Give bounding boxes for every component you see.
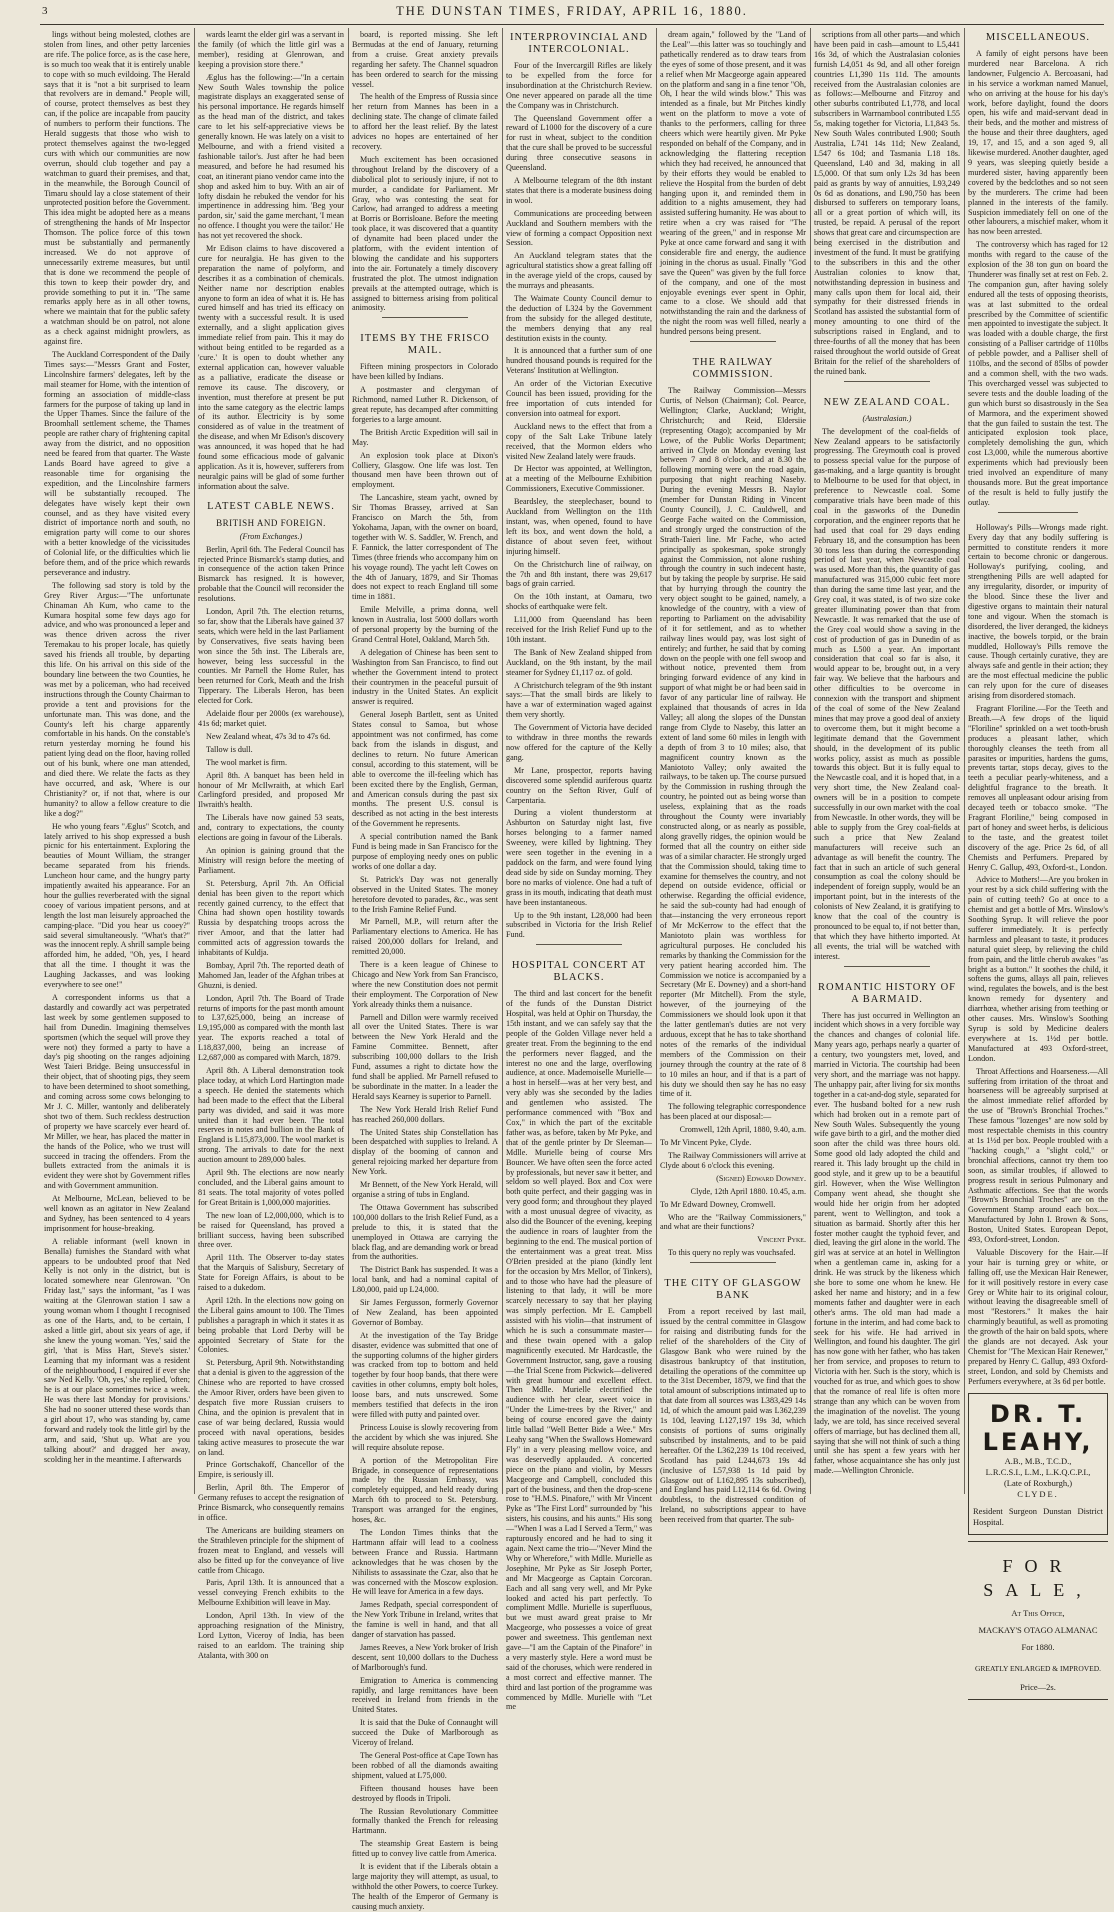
interprovincial-items: [506, 61, 652, 940]
paragraph: London, April 7th. The Board of Trade returns of imports for the past month amount to L37,625,000, being an increase of L9,195,000 as compared with the month last year. The exports reached a total of L18,837,000, being an increase of L2,687,000 as compared with March, 1879.: [198, 993, 345, 1063]
paragraph: The District Bank has suspended. It was a local bank, and had a nominal capital of L80,000, paid up L24,000.: [352, 1265, 498, 1295]
column-1: [44, 30, 190, 1492]
glasgow-bank-heading: THE CITY OF GLASGOW BANK: [664, 1278, 802, 1302]
paragraph: The Auckland Correspondent of the Daily Times says:—"Messrs Grant and Foster, Lincolnshire farmers' delegates, left by the mail steamer for Home, with the intention of forming an association of middle-class farmers for the purpose of taking up land in the Upper Thames. Since the failure of the Broomhall settlement scheme, the Thames people are rather chary of frightening capital away from the district, and no opposition need be feared from that quarter. The Waste Lands Board have agreed to give a reasonable time for organising the expedition, and the Lincolnshire farmers will be substantially recouped. The delegates have wisely kept their own counsel, and as they have visited every district of importance north and south, no emigration party will come to our shores with a better knowledge of the vicissitudes of Colonial life, or the difficulties which lie before them, and of the price which rewards perseverance and industry.: [44, 350, 190, 577]
telegram-note: To this query no reply was vouchsafed.: [668, 1248, 796, 1258]
paragraph: A special contribution named the Bank Fund is being made in San Francisco for the purpose of employing needy ones on public works of one dollar a day.: [352, 832, 498, 871]
leahy-formerly: (Late of Roxburgh,): [1003, 1477, 1073, 1488]
for-sale-item: MACKAY'S OTAGO ALMANAC: [978, 1624, 1098, 1635]
hospital-concert-text: [506, 989, 652, 1712]
paragraph: The Government of Victoria have decided to withdraw in three months the rewards now offered for the capture of the Kelly gang.: [506, 723, 652, 762]
paragraph: Holloway's Pills—Wrongs made right. Every day that any bodily suffering is permitted to constitute renders it more certain to become chronic or dangerous. Holloway's purifying, cooling, and strengthening Pills are well adapted for any irregularity, disorder, or impurity of the blood. Since these the liver and digestive organs to maintain their natural tone and vigour. When the stomach is disordered, the liver deranged, the kidneys inactive, the bowels torpid, or the brain muddled, Holloway's Pills remove the cause. Though certainly curative, they are always safe and gentle in their action; they are the most effectual medicine the public can rely upon for the cure of diseases arising from disordered stomach.: [968, 522, 1108, 701]
paragraph: Mr Edison claims to have discovered a cure for neuralgia. He has given to the preparation the name of polyform, and describes it as a combination of chemicals. Neither name nor description enables anyone to form an idea of what it is. He has cured himself and has tried its efficacy on twenty with a successful result. It is used externally, and a slight application gives immediate relief from pain. This it may do without being entitled to be regarded as a 'cure.' It is open to doubt whether any external application can, however valuable as a palliative, eradicate the disease or remove its cause. The discovery, or invention, must therefore at present be put into the same category as the electric lamps of its author. Electricity is by some considered as of value in the treatment of the disease, and when Mr Edison's discovery was announced, it was hoped that he had found some efficacious mode of galvanic application. As it is, however, sufferers from neuralgic pains will be glad of some further information about the salve.: [198, 244, 344, 491]
paragraph: Adelaide flour per 2000s (ex warehouse), 41s 6d; market quiet.: [198, 709, 344, 728]
interprovincial-heading: INTERPROVINCIAL AND INTERCOLONIAL.: [510, 32, 648, 55]
hospital-concert-heading: HOSPITAL CONCERT AT BLACKS.: [511, 960, 647, 984]
telegram-1-dateline: Cromwell, 12th April, 1880, 9.40, a.m.: [679, 1125, 806, 1135]
paragraph: General Joseph Bartlett, sent as United States consul to Samoa, but whose appointment was not confirmed, has come back from the islands in disgust, and declines to return. No future American consul, according to this statement, will be able to overcome the ill-feeling which has been excited there by the English, German, and American consuls during the past six months. The present U.S. consul is described as not acting in the best interests of the Government he represents.: [352, 710, 498, 829]
leahy-qualifications-2: L.R.C.S.I., L.M., L.K.Q.C.P.I.,: [985, 1466, 1091, 1477]
nz-coal-source: (Australasian.): [862, 413, 912, 423]
paragraph: London, April 13th. In view of the approaching resignation of the Ministry, Lord Lytton, Viceroy of India, has been raised to an earldom. The training ship Atalanta, with 300 on: [198, 1611, 344, 1660]
paragraph: April 12th. In the elections now going on the Liberal gains amount to 100. The Times publishes a paragraph in which it states it as being probable that Lord Derby will be appointed Secretary of State for the Colonies.: [198, 1295, 344, 1355]
paragraph: The Russian Revolutionary Committee formally thanked the French for releasing Hartmann.: [352, 1806, 498, 1836]
paragraph: The third and last concert for the benefit of the funds of the Dunstan District Hospital, was held at Ophir on Thursday, the 15th instant, and we can safely say that the people of the Golden Village never held a greater treat. From the beginning to the end the performers never flagged, and the interest no one and the large, overflowing audience, at once. Mademoiselle Murielle—a host in herself—was at her very best, and very ably was she seconded by the ladies and gentlemen who assisted. The performance commenced with "Box and Cox," in which the part of the excitable father was, as before, taken by Mr Pyke, and that of the gentle printer by Dr Sleeman—Mdlle. Murielle being of course Mrs Bouncer. We have often seen the force acted by professionals, but never saw it better, and seldom so well played. Box and Cox were both quite perfect, and their gagging was in very good form; and throughout they played with a most unusual degree of vivacity, as also did the Bouncer of the evening, keeping the audience in roars of laughter from the beginning to the end. The musical portion of the entertainment was a great treat. Miss O'Brien presided at the piano (kindly lent for the occasion by Mrs Mellor, of Tinkers), and to those who have had the pleasure of listening to that lady, it will be more scarcely necessary to say that her playing was simply perfection. Mr E. Campbell assisted with his violin—that instrument of which he is such a consummate master—and these twain opened with a galop magnificently executed. Mr Hardcastle, the Government Instructor, sang, gave a rousing—the Trial Scene from Pickwick—delivered with great humour and excellent effect. Then Mdlle. Murielle electrified the audience with her clear, sweet voice in "Under the Lime-trees by the River," and being of course encored gave the dainty little ballad "Well Better Bide a Wee." Mrs Leahy sang "When the Swallows Homeward Fly" in a very pleasing mellow voice, and was deservedly applauded. A concerted piece on the piano and violin, by Messrs Macgeorge and Campbell, concluded this part of the business, and then the drop-scene rose to "H.M.S. Pinafore," with Mr Vincent Pyke as "The First Lord" surrounded by "his sisters, his cousins, and his aunts." His song—"When I was a Lad I Served a Term," was rapturously encored and he had to sing it again. Next came the trio—"Never Mind the Why or Wherefore," with Mdlle. Murielle as Josephine, Mr Pyke as Sir Joseph Porter, and Mr Macgeorge as Captain Corcoran. Each and all sang very well, and Mr Pyke looked and acted his part perfectly. To compliment Mdlle. Murielle is superfluous, but we must award great praise to Mr Macgeorge, who possesses a voice of great power and sweetness. This gentleman next gave—"I am the Captain of the Pinafore" in a very masterly style. Here a word must be said of the choruses, which were rendered in a most correct and effective manner. The third and last portion of the programme was commenced by Mdlle. Murielle with "Let me: [506, 989, 652, 1712]
paragraph: Berlin, April 6th. The Federal Council has rejected Prince Bismarck's stamp duties, and in consequence of the action taken Prince Bismarck has resigned. It is however, probable that the Council will reconsider the resolutions.: [198, 544, 344, 604]
paragraph: On the 10th instant, at Oamaru, two shocks of earthquake were felt.: [506, 592, 652, 612]
paragraph: Beardsley, the steeplechaser, bound to Auckland from Wellington on the 11th instant, was, when opened, found to have left its box, and went down the hold, a distance of about seven feet, without injuring himself.: [506, 497, 652, 556]
col5-paras: [660, 30, 806, 337]
paragraph: Bombay, April 7th. The reported death of Mahomed Jan, leader of the Afghan tribes at Ghuzni, is denied.: [198, 960, 344, 990]
paragraph: Up to the 9th instant, L28,000 had been subscribed in Victoria for the Irish Relief Fund.: [506, 910, 652, 940]
column-rule: [348, 28, 349, 1494]
nz-coal-text: [814, 427, 960, 962]
cable-source: (From Exchanges.): [239, 531, 303, 541]
paragraph: Prince Gortschakoff, Chancellor of the Empire, is seriously ill.: [198, 1460, 344, 1480]
masthead: [40, 0, 1104, 25]
column-rule: [964, 28, 965, 1494]
paragraph: Dr Hector was appointed, at Wellington, at a meeting of the Melbourne Exhibition Commissioners, Executive Commissioner.: [506, 464, 652, 494]
paragraph: James Reeves, a New York broker of Irish descent, sent 10,000 dollars to the Duchess of Marlborough's fund.: [352, 1642, 498, 1672]
column-3: [352, 30, 498, 1911]
paragraph: dream again," followed by the "Land of the Leal"—this latter was so touchingly and pathetically rendered as to draw tears from the eyes of some of those present, and it was a relief when Mr Macgeorge again appeared on the platform and sang in a fine tenor "Oh, Oh, I hear the wild winds blow." This was intended as a finale, but Mr Pitches kindly went on the platform to move a vote of thanks to the performers, calling for three cheers which were heartily given. Mr Pyke responded on behalf of the Company, and in acknowledging the flattering reception which they had received, he announced that by their efforts they would be enabled to relieve the Hospital from the burden of debt hanging upon it, and reminded them in addition to a nights amusement, they had assisted suffering humanity. He was about to retire when a cry was raised for "The wearing of the green," and in response Mr Pyke at once came forward and sang it with considerable fire and energy, the audience joining in the chorus as usual. Finally "God save the Queen" was given by the full force of the company, and one of the most enjoyable evenings ever spent in Ophir, came to a close. We should add that notwithstanding the rain and the darkness of the night the room was well filled, nearly a hundred persons being present.: [660, 30, 806, 337]
leahy-name: DR. T. LEAHY,: [982, 1399, 1094, 1456]
paragraph: Communications are proceeding between Auckland and Southern members with the view of forming a compact Opposition next Session.: [506, 208, 652, 248]
paragraph: Tallow is dull.: [206, 744, 253, 754]
paragraph: Four of the Invercargill Rifles are likely to be expelled from the force for insubordination at the Christchurch Review. One never appeared on parade all the time the Company was in Christchurch.: [506, 61, 652, 110]
paragraph: The following sad story is told by the Grey River Argus:—"The unfortunate Chinaman Ah Kum, who came to the Kumara hospital some few days ago for advice, and who was pronounced a leper and was thence driven across the river Teremakau to his proper locale, has quietly saved his friends all trouble, by departing this life. On his arrival on this side of the boundary line between the two Counties, he was met by a policeman, who had received instructions through the County Chairman to provide a tent and provisions for the unfortunate man. This was done, and the County's left his charge apparently comfortable in his hands. On the constable's return yesterday morning he found his patient lying dead on the floor, having rolled out of his bunk, where one man attended, and died there. We relate the facts as they have occurred, and ask, 'Where is our Christianity?' or, if not that, where is our humanity? to allow a fellow creature to die like a dog?": [44, 580, 190, 818]
for-sale-note: GREATLY ENLARGED & IMPROVED.: [974, 1663, 1102, 1673]
column-7: [968, 30, 1109, 1692]
section-divider: [382, 317, 468, 324]
paragraph: April 8th. A banquet has been held in honour of Mr McIlwraith, at which Earl Carlingford presided, and proposed Mr Ilwraith's health.: [198, 770, 344, 810]
paragraph: Emigration to America is commencing rapidly, and large remittances have been received in Ireland from friends in the United States.: [352, 1675, 498, 1715]
paragraph: The Queensland Government offer a reward of L1000 for the discovery of a cure for rust in wheat, subject to the condition that the cure shall be proved to be successful during three consecutive seasons in Queensland.: [506, 113, 652, 173]
paragraph: At Melbourne, McLean, believed to be well known as an agitator in New Zealand and Sydney, has been sentenced to 4 years imprisonment for house-breaking.: [44, 1194, 190, 1233]
for-sale-location: At This Office,: [1011, 1607, 1065, 1618]
paragraph: Fifteen mining prospectors in Colorado have been killed by Indians.: [352, 362, 498, 382]
paragraph: It is announced that a further sum of one hundred thousand pounds is required for the Veterans' Institution at Wellington.: [506, 346, 652, 376]
page-number: 3: [42, 5, 48, 17]
barmaid-heading: ROMANTIC HISTORY OF A BARMAID.: [817, 981, 957, 1005]
cable-items: [198, 545, 344, 1661]
paragraph: lings without being molested, clothes are stolen from lines, and other petty larcenies are rife. The police force, as is the case here, is so much too weak that it is entirely unable to cope with so much evildoing. The Herald says that it is "not a bit surprised to learn that revolvers are in demand." People will, of course, protect themselves as best they can, if the police are incapable from paucity of numbers to perform their functions. The Herald suggests that those who wish to protect themselves against the two-legged curs with which our communities are now overrun, should club together and pay a watchman to guard their premises, and that, in the meanwhile, the Borough Council of Timaru should lay a close statement of their unprotected position before the Government. This idea might be adopted here as a means of strengthening the hands of Mr Inspector Thomson. The police force of this town must be substantially and permanently increased. We do not approve of unnecessarily extreme measures, but until that is done we recommend the people of this town to keep their powder dry, and provide something to put it in. "The same remarks apply here as in all other towns, where we maintain that for the public safety a watchman should be on patrol, not alone as a check against midnight prowlers, as against fire.: [44, 30, 190, 347]
paragraph: The development of the coal-fields of New Zealand appears to be satisfactorily progressing. The Greymouth coal is proved to possess special value for the purpose of gas-making, and a large quantity is brought to Melbourne to be used for that object, in preference to Newcastle coal. Some comparative trials have been made of this coal in the gasworks of the Dunedin corporation, and the engineer reports that he had used that coal for 29 days ending February 18, and the consumption has been 30 tons less than during the corresponding period of last year, when Newcastle coal was used. More than this, the quantity of gas manufactured was 315,000 cubic feet more than during the same time last year, and the Grey coal, it was stated, is of two size coke greater illuminating power than that from Newcastle. It was remarked that the use of the Grey coal would show a saving in the cost of production of gas in Dunedin of as much as L500 a year. An important consideration that coal so far is also, it would appear to be, brought out, in a very fair way. We believe that the harbours and other difficulties to be overcome in connexion with the transport and shipment of the coal of some of the New Zealand mines that may prove a good deal of anxiety to overcome them, but it might become a legitimate demand that the Government should, in the development of its public works policy, assist as much as possible towards this object. But it is fully equal to the Newcastle coal, and it is hoped that, in a very short time, the New Zealand coal-owners will be in a position to compete successfully in our own market with the coal from Newcastle. In other words, they will be able to supply from the Grey coal-fields at such a price that New Zealand manufacturers will receive such an advantage as will benefit the country. The fact that in such an article of such general consumption as coal the colony should be independent of foreign supply, would be an important point, but in the interests of the colonists of New Zealand, it is gratifying to know that the coal of the country is pronounced to be equal to, if not better than, that which they have hitherto imported. At all events, the trial will be watched with interest.: [814, 426, 960, 961]
col6-paras: [814, 30, 960, 377]
paragraph: An opinion is gaining ground that the Ministry will resign before the meeting of Parliament.: [198, 845, 344, 875]
paragraph: The health of the Empress of Russia since her return from Mannes has been in a declining state. The change of climate failed to afford her the least relief. By the latest advices no hopes are entertained of her recovery.: [352, 92, 498, 151]
paragraph: London, April 7th. The election returns, so far, show that the Liberals have gained 37 seats, which were held in the last Parliament by Conservatives, five seats having been won since the 5th inst. The Liberals are, however, being less successful in the counties. Mr Parnell the Home Ruler, has been returned for Cork, Meath and the Irish Tipperary. The Liberals Heron, has been elected for Cork.: [198, 607, 344, 706]
paragraph: The Bank of New Zealand shipped from Auckland, on the 9th instant, by the mail steamer for Sydney £1,117 oz. of gold.: [506, 647, 652, 677]
paragraph: The new loan of L2,000,000, which is to be raised for Queensland, has proved a brilliant success, having been subscribed three over.: [198, 1210, 344, 1250]
section-divider: [690, 341, 776, 348]
paragraph: The Waimate County Council demur to the deduction of L324 by the Government from the subsidy for the alleged destitute, the members denying that any real destitution exists in the county.: [506, 293, 652, 343]
paragraph: April 9th. The elections are now nearly concluded, and the Liberal gains amount to 81 seats. The total majority of votes polled for Great Britain is 1,000,000 majorities.: [198, 1168, 344, 1207]
paragraph: A Christchurch telegram of the 9th instant says:—That the small birds are likely to have a war of extermination waged against them very shortly.: [506, 680, 652, 720]
section-divider: [998, 512, 1078, 519]
col3-paras: [352, 30, 498, 313]
paragraph: An order of the Victorian Executive Council has been issued, providing for the free importation of cuts intended for conversion into oatmeal for export.: [506, 379, 652, 418]
paragraph: A postmaster and clergyman of Richmond, named Luther R. Dickenson, of great repute, has decamped after committing forgeries to a large amount.: [352, 385, 498, 424]
paragraph: The Ottawa Government has subscribed 100,000 dollars to the Irish Relief Fund, as a prelude to this, it is stated that the unemployed in Ottawa are carrying the black flag, and are demanding work or bread from the authorities.: [352, 1202, 498, 1262]
paragraph: Berlin, April 8th. The Emperor of Germany refuses to accept the resignation of Prince Bismarck, who consequently remains in office.: [198, 1483, 344, 1522]
leahy-advertisement: [968, 1393, 1108, 1535]
leahy-post: Resident Surgeon Dunstan District Hospital.: [973, 1505, 1103, 1527]
paragraph: Æglus has the following:—"In a certain New South Wales township the police magistrate displays an exaggerated sense of his personal importance. He regards himself as the head man of the district, and takes care to let his self-appreciative views be generally known. He was lately on a visit to Melbourne, and with a friend visited a fashionable tailor's. Just after he had been measured, and before he had resumed his coat, an itinerant piano vendor came into the shop and asked him to buy. With an air of lofty disdain he rebuked the vendor for his impertinence in addressing him. 'Beg your pardon, sir,' said the game merchant, 'I mean no offence. I thought you were the tailor.' He has not yet recovered the shock.: [198, 72, 344, 241]
miscellaneous-items: [968, 49, 1108, 508]
paragraph: The Lancashire, steam yacht, owned by Sir Thomas Brassey, arrived at San Francisco on March the 5th, from Yokohama, Japan, with the owner on board, together with W. S. Saddler, W. French, and F. Fannick, the latter correspondent of The Times (three friends who accompany him on his voyage round). The yacht left Cowes on the 4th of January, 1879, and Sir Thomas does not expect to reach England till some time in 1881.: [352, 493, 498, 602]
column-6: [814, 30, 960, 1492]
telegram-2-signature: Vincent Pyke.: [757, 1235, 806, 1245]
paragraph: wards learnt the elder girl was a servant in the family (of which the little girl was a member), residing at Glenrowan, and keeping a provision store there.": [198, 30, 344, 69]
column-5: [660, 30, 806, 1525]
paragraph: On the Christchurch line of railway, on the 7th and 8th instant, there was 29,617 bags of grain carried.: [506, 559, 652, 589]
advertisements: [968, 523, 1108, 1387]
column-rule: [194, 28, 195, 1494]
paragraph: An explosion took place at Dixon's Colliery, Glasgow. One life was lost. Ten thousand men have been thrown out of employment.: [352, 450, 498, 490]
paragraph: Mr Parnell, M.P., will return after the Parliamentary elections to America. He has raised 200,000 dollars for Ireland, and remitted 20,000.: [352, 917, 498, 957]
column-rule: [810, 28, 811, 1494]
masthead-title: THE DUNSTAN TIMES, FRIDAY, APRIL 16, 1880.: [396, 4, 748, 18]
paragraph: There has just occurred in Wellington an incident which shows in a very forcible way the chances and changes of colonial life. Many years ago, perhaps nearly a quarter of a century, two youngsters met, loved, and married in Victoria. The courtship had been very short, and the marriage was not happy. The unhappy pair, after living for six months together in a cat-and-dog style, separated for ever. The husband bolted for a new rush which had broken out in a remote part of New South Wales. Subsequently the young wife gave birth to a girl, and the mother died soon after the child was three hours old. Some good old lady adopted the child and reared it. This lady brought up the child in good style, and it grew up to be a beautiful girl. However, when the Wise Wellington Company went ahead, she thought she would hide her origin from her adopted parent, went to Wellington, and took a situation as barmaid. Shortly after this her foster mother caught the typhoid fever, and died, leaving the girl alone in the world. The girl was at service at an hotel in Wellington when a gentleman came in, asking for a drink. He was struck by the likeness which she bore to some one whom he knew. He asked her name and history; and in a few moments father and daughter were in each other's arms. The old man had made a fortune in the interim, and had come back to seek for his wife. He had arrived in Wellington, and found his daughter. The girl has now gone with her father, who has taken her from service, and proposes to return to Victoria with her. Such is the story, which is vouched for as true, and which goes to show that the romance of real life is often more strange than any which can be woven from the imagination of the novelist. The young lady, we are told, has since received several offers of marriage, but has declined them all, saying that she will not think of such a thing until she has spent a few years with her father, whose acquaintance she has only just made.—Wellington Chronicle.: [814, 1010, 960, 1476]
frisco-items: [352, 362, 498, 1911]
col2-paras: [198, 30, 344, 492]
paragraph: Emile Melville, a prima donna, well known in Australia, lost 5000 dollars worth of personal property by the burning of the Grand Central Hotel, Oakland, March 5th.: [352, 605, 498, 644]
section-divider: [536, 944, 622, 951]
paragraph: The London Times thinks that the Hartmann affair will lead to a coolness between France and Russia. Hartmann acknowledges that he was chosen by the Nihilists to assassinate the Czar, also that he was concerned with the Moscow explosion. He will leave for America in a few days.: [352, 1527, 498, 1597]
paragraph: Auckland news to the effect that from a copy of the Salt Lake Tribune lately received, that the Mormon elders who visited New Zealand lately were frauds.: [506, 421, 652, 461]
paragraph: It is evident that if the Liberals obtain a large majority they will attempt, as usual, to withhold the other Powers, to coerce Turkey. The health of the Emperor of Germany is causing much anxiety.: [352, 1862, 498, 1911]
barmaid-text: [814, 1011, 960, 1477]
paragraph: The controversy which has raged for 12 months with regard to the cause of the explosion of the 38 ton gun on board the Thunderer was finally set at rest on Feb. 2. The companion gun, after having solely endured all the tests of opposing theorists, was at last submitted to the ordeal prescribed by the Committee of scientific men appointed to investigate the subject. It was loaded with a double charge, the first consisting of a Palliser cartridge of 110lbs of pebble powder, and a Palliser shell of 110lbs, and the second of 85lbs of powder and a common shell, with the two wads. This overcharged vessel was subjected to severe tests and the double loading of the gun which burst so disastrously in the Sea of Marmora, and the experiment showed that the gun failed to sustain the test. The anticipated explosion took place, completely demolishing the gun, which cost L3,000, while the numerous abortive experiments which had previously been tried involved an expenditure of many thousands more. But the great importance of the result is held to fully justify the outlay.: [968, 240, 1108, 507]
paragraph: St. Patrick's Day was not generally observed in the United States. The money heretofore devoted to parades, &c., was sent to the Irish Famine Relief Fund.: [352, 874, 498, 914]
paragraph: Throat Affections and Hoarseness.—All suffering from irritation of the throat and hoarseness will be agreeably surprised at the almost immediate relief afforded by the use of "Brown's Bronchial Troches." These famous "lozenges" are now sold by most respectable chemists in this country at 1s 1½d per box. People troubled with a "hacking cough," a "slight cold," or bronchial affections, cannot try them too soon, as similar troubles, if allowed to progress result in serious Pulmonary and Asthmatic affections. See that the words "Brown's Bronchial Troches" are on the Government Stamp around each box.—Manufactured by John I. Brown & Sons, Boston, United States. European Depot, 493, Oxford-street, London.: [968, 1066, 1108, 1245]
paragraph: A delegation of Chinese has been sent to Washington from San Francisco, to find out whether the Government intend to protect their countrymen in the peaceful pursuit of industry in the United States. An explicit answer is required.: [352, 647, 498, 707]
paragraph: The wool market is firm.: [206, 757, 288, 767]
paragraph: It is said that the Duke of Connaught will succeed the Duke of Marlborough as Viceroy of Ireland.: [352, 1718, 498, 1748]
section-divider: [844, 381, 930, 388]
paragraph: Paris, April 13th. It is announced that a vessel conveying French exhibits to the Melbourne Exhibition will leave in May.: [198, 1578, 344, 1608]
paragraph: The Railway Commission—Messrs Curtis, of Nelson (Chairman); Col. Pearce, Wellington; Clarke, Auckland; Wright, Christchurch; and Reid, Eldersiie (representing Otago); accompanied by Mr Lowe, of the Public Works Department; arrived in Clyde on Monday evening last between 7 and 8 o'clock, and at 8.30 the following morning were on the road again, purposing that night reaching Naseby. During the evening Messrs B. Naylor (member for Dunstan Riding in Vincent County Council), J. C. Cauldwell, and George Fache waited on the Commission, and strongly urged the construction of the Strath-Taieri line. Mr Fache, who acted principally as spokesman, spoke strongly against the Commission, not alone rushing through the country in such indecent haste, but by taking the people by surprise. He said that by hurrying through the country the very object sought to be gained, namely, a knowledge of the country, with a view of reporting to Parliament on the advisability of it for settlement, and as to whether railway lines would pay, was lost sight of entirely; and further, he said that by coming down on the people with one fell swoop and without notice, prevented them from bringing forward evidence of any kind in support of what might be or had been said in favor of any particular line of railway. He explained that thousands of acres in Ida Valley; all along the slopes of the Dunstan range from Clyde to Naseby, this latter an extent of land some 60 miles in length with a depth of from 3 to 10 miles; also, that magnificent country known as the Maniototo Valley; only awaited the railways, to be taken up. The course pursued by the Commission in rushing through the country, he pointed out as being worse than useless, explaining that as the roads throughout the County were invariably constructed along, or as nearly as possible, along gravelly ridges, the opinion would be formed that all the country on either side was of a similar character. He strongly urged that the Commission should, taking time to examine for themselves the country, and not depend on outside evidence, official or otherwise. Regarding the official evidence, he said the sub-county had had enough of that—instancing the very erroneous report of Mr McKerrow to the effect that the Maniototo plain was worthless for agricultural purposes. He concluded his remarks by thanking the Commission for the very patient hearing accorded him. The Commission we notice is accompanied by a Secretary (Mr E. Downey) and a short-hand reporter (Mr Mitchell). From the style, however, of the journeying of the Commissioners we should look upon it that the latter gentleman's duties are not very arduous, except that he has to take shorthand notes of the remarks of the individual members of the Commission on their journey through the country at the rate of 8 to 10 miles an hour, and if that is a part of his duty we should then say he has no easy time of it.: [660, 386, 806, 1099]
telegram-2-body: Who are the "Railway Commissioners," and what are their functions?: [660, 1212, 806, 1232]
paragraph: L11,000 from Queensland has been received for the Irish Relief Fund up to the 10th instant.: [506, 615, 652, 644]
paragraph: A reliable informant (well known in Benalla) furnishes the Standard with what appears to be undoubted proof that Ned Kelly is not only in the district, but is located somewhere near Glenrowan. "On Friday last," says the informant, "as I was waiting at the Glenrowan station I saw a young woman whom I thought I recognised as one of the Harts, and, to be certain, I asked a little girl, about six years of age, if she knew the young woman. 'Yes,' said the girl, 'that is Miss Hart, Steve's sister.' Learning that my informant was a resident of the neighbourhood, I enquired if ever she saw Ned Kelly. 'Oh, yes,' she replied, 'often; he is at our place sometimes twice a week. He was there last Monday for provisions.' She had no sooner uttered these words than a girl about 17, who was standing by, came forward and rudely took the little girl by the arm, and said, 'Shut up. What are you talking about?' and dragged her away, scolding her in the meantime. I afterwards: [44, 1236, 190, 1464]
paragraph: Advice to Mothers!—Are you broken in your rest by a sick child suffering with the pain of cutting teeth? Go at once to a chemist and get a bottle of Mrs. Winslow's Soothing Syrup. It will relieve the poor sufferer immediately. It is perfectly harmless and pleasant to taste, it produces natural quiet sleep, by relieving the child from pain, and the little cherub awakes "as bright as a button." It soothes the child, it softens the gums, allays all pain, relieves wind, regulates the bowels, and is the best known remedy for dysentery and diarrhœa, whether arising from teething or other causes. Mrs. Winslow's Soothing Syrup is sold by Medicine dealers everywhere at 1s. 1½d per bottle. Manufactured at 493 Oxford-street, London.: [968, 875, 1108, 1063]
paragraph: James Redpath, special correspondent of the New York Tribune in Ireland, writes that the famine is well in hand, and that all danger of starvation has passed.: [352, 1600, 498, 1640]
paragraph: Fragrant Floriline.—For the Teeth and Breath.—A few drops of the liquid "Floriline" sprinkled on a wet tooth-brush produces a pleasant lather, which thoroughly cleanses the teeth from all parasites or impurities, hardens the gums, prevents tartar, stops decay, gives to the teeth a peculiar pearly-whiteness, and a delightful fragrance to the breath. It removes all unpleasant odour arising from decayed teeth or tobacco smoke. "The Fragrant Floriline," being composed in part of honey and sweet herbs, is delicious to the taste, and the greatest toilet discovery of the age. Price 2s 6d, of all Chemists and Perfumers. Prepared by Henry C. Gallup, 493, Oxford-st., London.: [968, 704, 1108, 872]
paragraph: There is a keen league of Chinese to Chicago and New York from San Francisco, where the new Constitution does not permit their employment. The Corporation of New York already thinks them a nuisance.: [352, 960, 498, 1009]
paragraph: The General Post-office at Cape Town has been robbed of all the diamonds awaiting shipment, valued at L75,000.: [352, 1751, 498, 1780]
paragraph: The Americans are building steamers on the Strathleven principle for the shipment of frozen meat to England, and vessels will also be fitted up for the conveyance of live cattle from Chicago.: [198, 1525, 344, 1575]
telegram-2-dateline: Clyde, 12th April 1880. 10.45, a.m.: [690, 1186, 806, 1196]
frisco-mail-heading: ITEMS BY THE FRISCO MAIL.: [360, 333, 490, 357]
paragraph: The British Arctic Expedition will sail in May.: [352, 427, 498, 447]
british-and-foreign-subheading: BRITISH AND FOREIGN.: [216, 517, 326, 528]
col1-paras: [44, 30, 190, 1465]
paragraph: Fifteen thousand houses have been destroyed by floods in Tripoli.: [352, 1783, 498, 1803]
paragraph: The New York Herald Irish Relief Fund has reached 260,000 dollars.: [352, 1104, 498, 1124]
for-sale-headline: FOR SALE,: [983, 1555, 1093, 1600]
paragraph: April 8th. A Liberal demonstration took place today, at which Lord Hartington made a speech. He denied the statements which had been made to the effect that the Liberal party was divided, and said it was more united than it had ever been. The total reserves in notes and bullion in the Bank of England is L15,873,000. The wool market is strong. The arrivals to date for the next auction amount to 289,000 bales.: [198, 1066, 344, 1165]
paragraph: board, is reported missing. She left Bermudas at the end of January, returning from a cruise. Great anxiety prevails regarding her safety. The Channel squadron has been ordered to search for the missing vessel.: [352, 30, 498, 89]
leahy-town: CLYDE.: [1017, 1488, 1059, 1499]
paragraph: Parnell and Dillon were warmly received all over the United States. There is war between the New York Herald and the Famine Committee. Bennett, after subscribing 100,000 dollars to the Irish Fund, assumes a right to dictate how the fund shall be applied. Mr Parnell refused to be subordinate in the matter. In a leader the Herald says Kearney is superior to Parnell.: [352, 1012, 498, 1101]
paragraph: From a report received by last mail, issued by the central committee in Glasgow for raising and distributing funds for the relief of the shareholders of the City of Glasgow Bank who were ruined by the disastrous bankruptcy of that institution, detailing the operations of the committee up to the 31st December, 1879, we find that the total amount of subscriptions intimated up to that date from all sources was L383,429 14s 1d, of which the amount paid was L362,239 1s 10d, leaving L127,197 19s 3d, which consists of portions of sums originally subscribed by instalments, and to be paid hereafter. Of the L362,239 1s 10d received, Scotland has paid L244,673 19s 4d (inclusive of L57,938 1s 1d paid by Glasgow out of L162,895 13s subscribed), and England has paid L12,114 6s 6d. Owing doubtless, to the distressed condition of Ireland, no subscriptions appear to have been received from that quarter. The sub-: [660, 1307, 806, 1525]
section-divider: [690, 1262, 776, 1269]
telegram-2-to: To Mr Edward Downey, Cromwell.: [660, 1199, 776, 1209]
paragraph: Much excitement has been occasioned throughout Ireland by the discovery of a diabolical plot to seriously injure, if not to murder, a candidate for Parliament. Mr Gray, who was contesting the seat for Carlow, had arranged to address a meeting at Borris or Borrisloane. Before the meeting took place, it was discovered that a quantity of dynamite had been placed under the platform, with the evident intention of blowing the candidate and his supporters into the air. Fortunately a timely discovery frustrated the plot. The utmost indignation prevails at the attempted outrage, which is assigned to bitterness arising from political animosity.: [352, 154, 498, 313]
latest-cable-news-heading: LATEST CABLE NEWS.: [207, 500, 335, 512]
paragraph: An Auckland telegram states that the agricultural statistics show a great falling off in the average yield of the crops, caused by the murrays and pheasants.: [506, 251, 652, 291]
paragraph: A Melbourne telegram of the 8th instant states that there is a moderate business doing in wool.: [506, 175, 652, 205]
glasgow-bank-text: [660, 1307, 806, 1525]
for-sale-year: For 1880.: [1021, 1641, 1055, 1652]
paragraph: St. Petersburg, April 7th. An Official denial has been given to the report which recently gained currency, to the effect that China had shown open hostility towards Russia by despatching troops across the river Amoor, and that the latter had committed acts of aggression towards the inhabitants of Kuldja.: [198, 878, 344, 958]
telegram-1-signature: (Signed) Edward Downey.: [716, 1173, 806, 1183]
paragraph: The Liberals have now gained 53 seats, and, contrary to expectations, the county elections are going in favour of the Liberals.: [198, 813, 344, 843]
for-sale-price: Price—2s.: [1020, 1681, 1056, 1692]
telegram-1-body: The Railway Commissioners will arrive at Clyde about 6 o'clock this evening.: [660, 1150, 806, 1170]
paragraph: A correspondent informs us that a dastardly and cowardly act was perpetrated last week by some gentlemen supposed to hail from Dunedin. Imagining themselves sportsmen (which the sequel will prove they were not) they formed a party to have a day's pig shooting on the ranges adjoining West Taieri Bridge. Being unsuccessful in their object, that of shooting pigs, they seem to have been determined to shoot something, and coming across some cows belonging to Mr J. C. Miller, wantonly and deliberately shot two of them. Such reckless destruction of property we have scarcely ever heard of. Mr Miller, we hear, has placed the matter in the hands of the Police, who we trust will succeed in tracing the offenders. From the bullets extracted from the animals it is evident they were shot by Government rifles and with Government ammunition.: [44, 993, 190, 1191]
paragraph: During a violent thunderstorm at Ashburton on Saturday night last, five horses belonging to a farmer named Sweeney, were killed by lightning. They were seen together in the evening in a paddock on the farm, and were found lying dead side by side on Sunday morning. They bore no marks of violence. One had a tuft of grass in its mouth, indicating that death must have been instantaneous.: [506, 808, 652, 907]
paragraph: scriptions from all other parts—and which have been paid in cash—amount to L5,441 16s 3d, of which the Australasian colonies furnish L4,051 4s 9d, and all other foreign countries L1,390 11s 11d. The amounts received from the Australasian colonies are as follows:—Melbourne and Fitzroy and other suburbs contributed L1,778, and local subscribers in Warrnambool contributed L55 5s, making together for Victoria, L1,843 5s. New South Wales contributed L900; South Australia, L741 14s 11d; New Zealand, L547 6s 10d; and Tasmania L18 18s. Queensland, L40 and 3d, making in all L5,000. Of that sum only L2s 3d has been paid as grants by way of annuities, L93,249 0s 6d as donations, and L90,750 has been disbursed to sufferers on temporary loans, all or a great portion of which will, its trusted, be repaid. A perusal of the report shows that great care and circumspection are being exercised in the distribution and investment of the fund. It must be gratifying to the subscribers in this and the other Australian colonies to know that, notwithstanding depression in business and many calls upon them for local aid, their sympathy for their distressed friends in Scotland has assisted the substantial form of money amounting to one third of the subscriptions raised in England, and to three-fourths of all the money that has been raised throughout the world outside of Great Britain for the relief of the shareholders of the ruined bank.: [814, 30, 960, 376]
nz-coal-heading: NEW ZEALAND COAL.: [823, 396, 951, 408]
paragraph: Mr Lane, prospector, reports having discovered some splendid auriferous quartz country on the Sefton River, Gulf of Carpentaria.: [506, 765, 652, 805]
paragraph: New Zealand wheat, 47s 3d to 47s 6d.: [206, 731, 331, 741]
paragraph: Valuable Discovery for the Hair.—If your hair is turning grey or white, or falling off, use the Mexican Hair Renewer, for it will positively restore in every case Grey or White hair to its original colour, without leaving the disagreeable smell of most "Restorers." It makes the hair charmingly beautiful, as well as promoting the growth of the hair on bald spots, where the glands are not decayed. Ask your Chemist for "The Mexican Hair Renewer," prepared by Henry C. Gallup, 493 Oxford-street, London, and sold by Chemists and Perfumers everywhere, at 3s 6d per bottle.: [968, 1247, 1108, 1386]
paragraph: A family of eight persons have been murdered near Barcelona. A rich landowner, Fulgencio A. Bercoasani, had in his service a workman named Manuel, who on arriving at the house for his day's work, before daylight, found the doors open, his wife and maid-servant dead in their beds, and the mother and mistress of the house and their three daughters, aged 19, 17, and 15, and a son aged 9, all likewise murdered. Another daughter, aged 9 years, was sleeping quietly beside a murdered sister, having apparently been covered by the bedclothes and so not seen by the murderers. The crime had been planned in the interests of the family. Suspicion immediately fell on one of the other labourers, a mischief maker, whom it has now been arrested.: [968, 49, 1109, 237]
column-4: [506, 30, 652, 1712]
paragraph: April 11th. The Observer to-day states that the Marquis of Salisbury, Secretary of State for Foreign Affairs, is about to be raised to a dukedom.: [198, 1253, 344, 1293]
miscellaneous-heading: MISCELLANEOUS.: [985, 32, 1091, 43]
telegram-1-to: To Mr Vincent Pyke, Clyde.: [660, 1138, 752, 1148]
paragraph: St. Petersburg, April 9th. Notwithstanding that a denial is given to the aggression of the Chinese who are reported to have crossed the Amoor River, orders have been given to despatch five more Russian cruisers to China, and the opinion is prevalent that in case of war being declared, Russia would proceed with naval operations, besides taking active measures to prosecute the war on land.: [198, 1358, 344, 1457]
section-divider: [844, 966, 930, 973]
column-rule: [656, 28, 657, 1494]
railway-commission-heading: THE RAILWAY COMMISSION.: [692, 357, 774, 381]
leahy-qualifications: A.B., M.B., T.C.D.,: [1004, 1455, 1072, 1466]
for-sale-advertisement: [968, 1541, 1108, 1700]
paragraph: Mr Bennett, of the New York Herald, will organise a string of tubs in England.: [352, 1180, 498, 1199]
paragraph: Princess Louise is slowly recovering from the accident by which she was injured. She will require absolute repose.: [352, 1422, 498, 1452]
paragraph: The United States ship Constellation has been despatched with supplies to Ireland. A display of the booming of cannon and general rejoicing marked her departure from New York.: [352, 1127, 498, 1177]
paragraph: A portion of the Metropolitan Fire Brigade, in consequence of representations made by the Russian Embassy, was completely equipped, and held ready during March 6th to proceed to St. Petersburg. Transport was arranged for the engines, hoses, &c.: [352, 1455, 498, 1525]
column-rule: [502, 28, 503, 1494]
paragraph: The steamship Great Eastern is being fitted up to convey live cattle from America.: [352, 1839, 498, 1859]
paragraph: At the investigation of the Tay Bridge disaster, evidence was submitted that one of the supporting columns of the higher girders was cracked from top to bottom and held together by four hoop bands, that there were cavities in other columns, empty bolt holes, loose bars, and nuts unscrewed. Some members testified that defects in the iron were filled with putty and painted over.: [352, 1330, 498, 1419]
paragraph: He who young fears "Æglus" Scotch, and lately arrived to his shop expressed a bush picnic for his entertainment. Exploring the beauties of Mount William, the stranger became separated from his friends. Luncheon hour came, and the hungry party impatiently awaited his appearance. For an hour the gullies reverberated with the signal cooey of various impatient persons, and at length the lost man leisurely approached the camping-place. "Did you hear us cooey?" said several simultaneously. "What's that?" was the innocent reply. A shrill sample being afforded him, he added, "Oh, yes, I heard that all the time. I thought it was the Laughing Jackasses, and was looking everywhere to see one!": [44, 821, 190, 990]
column-2: [198, 30, 345, 1660]
railway-commission-text: [660, 386, 806, 1122]
paragraph: The following telegraphic correspondence has been placed at our disposal:—: [660, 1102, 806, 1122]
paragraph: Sir James Fergusson, formerly Governor of New Zealand, has been appointed Governor of Bombay.: [352, 1298, 498, 1327]
